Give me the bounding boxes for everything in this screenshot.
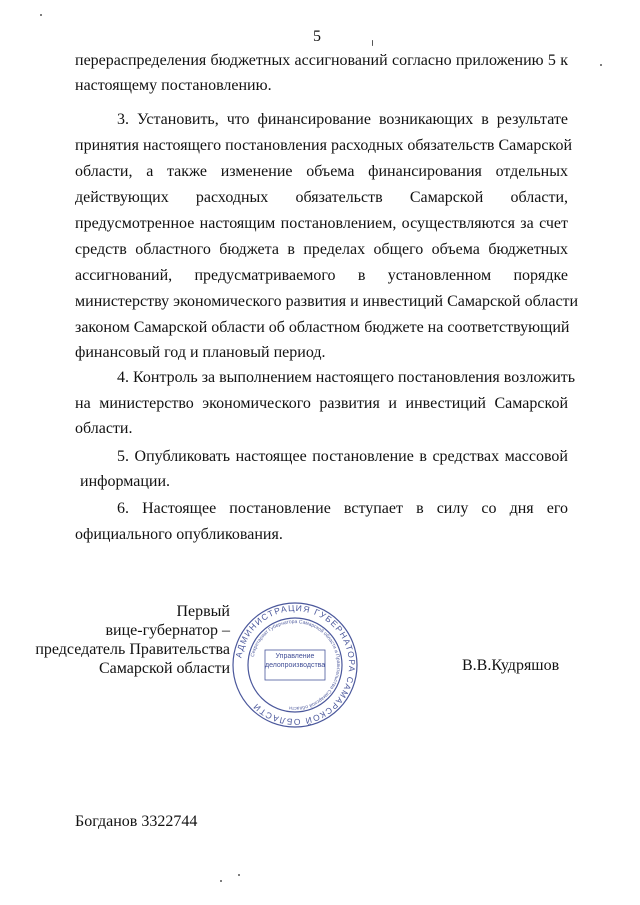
position-line: Первый <box>176 603 230 620</box>
stamp-ring-text: Секретариат Губернатора Самарской области и Правительства Самарской области <box>249 618 342 712</box>
body-line: на министерство экономического развития и инвестиций Самарской <box>75 395 568 412</box>
body-line: министерству экономического развития и инвестиций Самарской области <box>75 293 579 310</box>
body-line: ассигнований, предусматриваемого в установленном порядке <box>75 267 568 284</box>
body-line: 5. Опубликовать настоящее постановление в средствах массовой <box>117 448 568 465</box>
body-line: официального опубликования. <box>75 526 283 543</box>
body-line: области. <box>75 420 133 437</box>
scan-speck <box>372 40 373 46</box>
position-line: председатель Правительства <box>35 641 230 658</box>
body-line: 6. Настоящее постановление вступает в силу со дня его <box>117 500 568 517</box>
body-line: средств областного бюджета в пределах общего объема бюджетных <box>75 241 568 258</box>
position-line: вице-губернатор – <box>105 622 230 639</box>
stamp-outer-text: АДМИНИСТРАЦИЯ ГУБЕРНАТОРА САМАРСКОЙ ОБЛАСТИ <box>233 602 358 728</box>
scan-speck <box>238 874 240 876</box>
body-line: 4. Контроль за выполнением настоящего постановления возложить <box>117 369 576 386</box>
scan-speck <box>600 64 602 66</box>
body-line: финансовый год и плановый период. <box>75 344 326 361</box>
executor-contact: Богданов 3322744 <box>75 813 198 830</box>
body-line: предусмотренное настоящим постановлением, осуществляются за счет <box>75 215 568 232</box>
body-line: информации. <box>80 473 171 490</box>
signatory-position <box>30 602 230 678</box>
body-line: перераспределения бюджетных ассигнований согласно приложению 5 к <box>75 52 568 69</box>
body-line: области, а также изменение объема финансирования отдельных <box>75 163 568 180</box>
scan-speck <box>40 14 42 16</box>
body-line: настоящему постановлению. <box>75 77 272 94</box>
body-line: 3. Установить, что финансирование возникающих в результате <box>117 111 568 128</box>
signatory-name: В.В.Кудряшов <box>462 657 560 674</box>
stamp-inner-text: Управление делопроизводства <box>265 653 325 669</box>
body-line: законом Самарской области об областном бюджете на соответствующий <box>75 319 570 336</box>
scan-speck <box>220 880 222 882</box>
page-number: 5 <box>313 28 321 45</box>
body-line: принятия настоящего постановления расходных обязательств Самарской <box>75 137 572 154</box>
position-line: Самарской области <box>99 660 230 677</box>
body-line: действующих расходных обязательств Самарской области, <box>75 189 568 206</box>
official-seal-stamp <box>230 600 360 730</box>
